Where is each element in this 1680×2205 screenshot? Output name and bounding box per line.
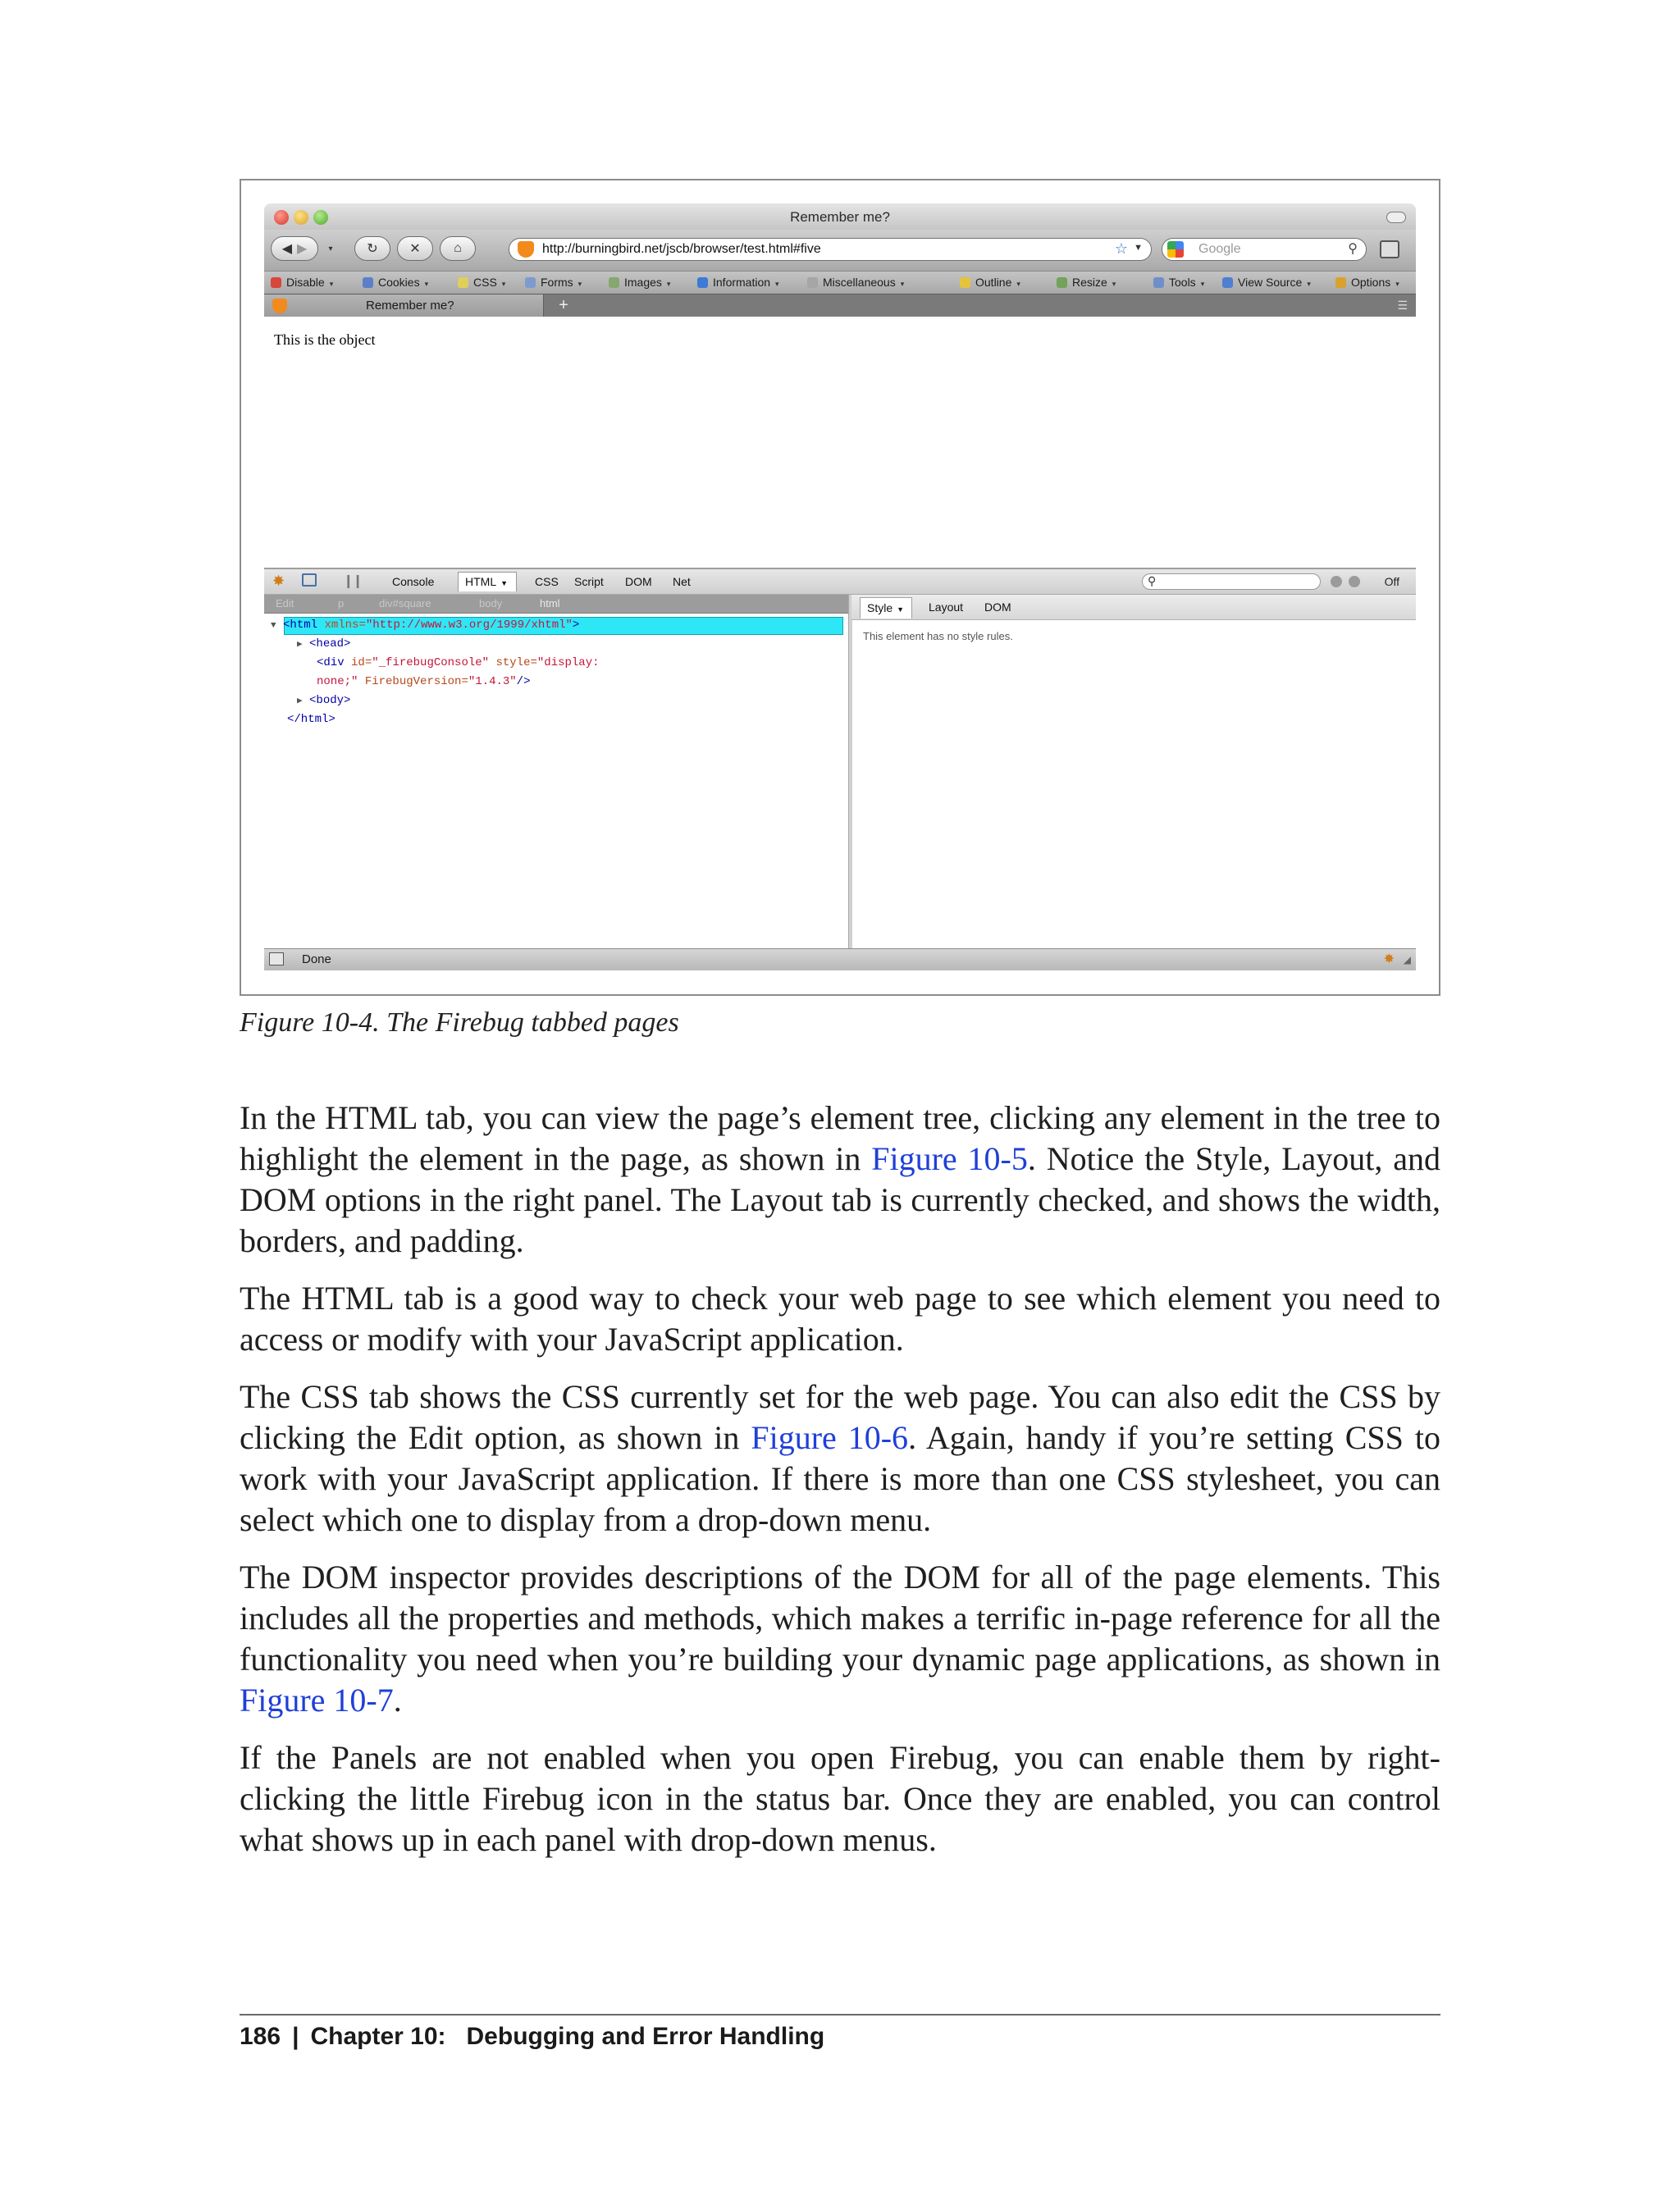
figure-frame [240, 179, 1440, 996]
figure-link-10-6[interactable]: Figure 10-6 [751, 1419, 909, 1456]
navigation-toolbar [264, 230, 1416, 271]
chapter-title: Chapter 10: Debugging and Error Handling [310, 2023, 825, 2050]
devtoolbar-label: Forms [541, 276, 573, 289]
new-tab-button[interactable]: + [559, 296, 568, 314]
side-panel-tabs [851, 595, 1416, 620]
devtoolbar-menu-outline[interactable] [960, 276, 1020, 289]
chevron-down-icon: ▼ [897, 605, 905, 614]
text-run: The DOM inspector provides descriptions of the DOM for all of the page elements. This includes all the properties and methods, which makes a terrific in-page reference for all the functionality you need when you’re building your dynamic page applications, as shown in [240, 1559, 1440, 1678]
text-run: The CSS tab shows the CSS currently set for the web page. You can also edit the CSS by clicking the Edit option, as shown in [240, 1378, 1440, 1456]
disable-icon [271, 277, 281, 288]
page-status-icon [269, 952, 284, 966]
tree-node-html[interactable] [271, 619, 579, 632]
window-title: Remember me? [790, 209, 890, 225]
tag-bracket: /> [516, 675, 531, 688]
attr-value: "_firebugConsole" [372, 656, 490, 669]
tab-remember-me[interactable] [264, 294, 544, 317]
forward-arrow-icon: ▶ [297, 242, 308, 256]
paragraph-1 [240, 1098, 1440, 1262]
chevron-down-icon: ▾ [424, 280, 429, 288]
breadcrumb-p[interactable]: p [338, 597, 345, 609]
tag-name: <html [283, 619, 318, 632]
devtoolbar-menu-disable[interactable] [271, 276, 333, 289]
tree-node-div[interactable] [317, 656, 600, 669]
search-icon[interactable]: ⚲ [1348, 242, 1358, 256]
tab-strip [264, 294, 1416, 317]
firebug-tab-html-label: HTML [465, 575, 497, 588]
attr-name: FirebugVersion= [364, 675, 468, 688]
home-icon: ⌂ [454, 241, 462, 255]
footer-rule [240, 2014, 1440, 2016]
firebug-tab-css[interactable]: CSS [535, 575, 559, 588]
html-tree-panel [264, 614, 848, 950]
resize-icon [1057, 277, 1067, 288]
paragraph-2: The HTML tab is a good way to check your web page to see which element you need to access or modify with your JavaScript application. [240, 1280, 1440, 1358]
home-button[interactable] [440, 236, 476, 261]
attr-name: style= [495, 656, 537, 669]
devtoolbar-menu-css[interactable] [458, 276, 505, 289]
tab-favicon-icon [272, 299, 287, 313]
chevron-down-icon: ▾ [578, 280, 582, 288]
devtoolbar-label: Outline [975, 276, 1012, 289]
devtoolbar-label: Resize [1072, 276, 1107, 289]
tree-node-body[interactable] [297, 694, 350, 707]
paragraph-5: If the Panels are not enabled when you open Firebug, you can enable them by right-clicking the little Firebug icon in the status bar. Once they are enabled, you can control what shows up in each panel with drop-down menus. [240, 1739, 1440, 1858]
page-text: This is the object [274, 331, 376, 348]
chevron-down-icon: ▾ [666, 280, 671, 288]
expand-triangle-icon[interactable]: ▼ [271, 621, 276, 631]
breadcrumb [264, 595, 848, 614]
tag-name: <div [317, 656, 345, 669]
images-icon [609, 277, 619, 288]
devtoolbar-menu-forms[interactable] [525, 276, 582, 289]
tag-bracket: > [572, 619, 580, 632]
devtoolbar-menu-images[interactable] [609, 276, 670, 289]
outline-icon [960, 277, 970, 288]
devtoolbar-label: Tools [1169, 276, 1196, 289]
firebug-status-icon[interactable]: ✸ [1383, 952, 1395, 966]
search-placeholder: Google [1198, 242, 1241, 256]
devtoolbar-label: Miscellaneous [823, 276, 896, 289]
devtoolbar-label: Options [1351, 276, 1391, 289]
forms-icon [525, 277, 536, 288]
view-source-icon [1222, 277, 1233, 288]
reload-button[interactable] [354, 236, 390, 261]
tab-overview-icon[interactable] [1380, 240, 1399, 258]
devtoolbar-label: Information [713, 276, 771, 289]
breadcrumb-edit[interactable]: Edit [276, 597, 294, 609]
attr-name: xmlns= [324, 619, 366, 632]
tag-name: <head> [309, 637, 351, 651]
firebug-tab-html[interactable] [458, 572, 517, 591]
attr-value: "display: [536, 656, 600, 669]
back-forward-button[interactable] [271, 236, 318, 261]
devtoolbar-label: CSS [473, 276, 497, 289]
tools-icon [1153, 277, 1164, 288]
status-bar [264, 948, 1416, 970]
search-box[interactable] [1162, 238, 1367, 261]
url-dropdown-icon[interactable]: ▼ [1134, 243, 1143, 253]
chevron-down-icon: ▼ [500, 579, 509, 587]
attr-value: "1.4.3" [468, 675, 517, 688]
devtoolbar-label: Disable [286, 276, 325, 289]
search-icon: ⚲ [1148, 574, 1157, 587]
chevron-down-icon: ▾ [1200, 280, 1205, 288]
collapsed-triangle-icon[interactable]: ▶ [297, 696, 303, 706]
chevron-down-icon: ▾ [1395, 280, 1399, 288]
tag-name: </html> [287, 713, 336, 726]
figure-link-10-7[interactable]: Figure 10-7 [240, 1682, 394, 1719]
css-icon [458, 277, 468, 288]
toolbar-toggle-icon[interactable] [1386, 212, 1406, 223]
side-tab-dom[interactable]: DOM [984, 600, 1011, 614]
inspect-icon[interactable] [302, 573, 317, 587]
firebug-tab-dom[interactable]: DOM [625, 575, 652, 588]
tree-node-div-cont [317, 675, 530, 688]
minimize-firebug-icon[interactable] [1331, 576, 1342, 587]
side-tab-layout[interactable]: Layout [929, 600, 964, 614]
devtoolbar-menu-miscellaneous[interactable] [807, 276, 904, 289]
chevron-down-icon: ▾ [900, 280, 905, 288]
tree-node-head[interactable] [297, 637, 350, 651]
footer-separator: | [292, 2023, 299, 2050]
text-run: . Notice the Style, Layout, and DOM options in the right panel. The Layout tab is currently checked, and shows the width, borders, and padding. [240, 1140, 1440, 1259]
firebug-toolbar [264, 569, 1416, 595]
chevron-down-icon: ▾ [1307, 280, 1311, 288]
stop-icon: ✕ [409, 242, 421, 256]
devtoolbar-menu-options[interactable] [1335, 276, 1399, 289]
attr-value: none;" [317, 675, 358, 688]
tag-name: <body> [309, 694, 351, 707]
tab-list-icon[interactable]: ☰ [1397, 299, 1408, 312]
firebug-tab-script[interactable]: Script [574, 575, 604, 588]
breadcrumb-body[interactable]: body [479, 597, 503, 609]
miscellaneous-icon [807, 277, 818, 288]
web-developer-toolbar [264, 271, 1416, 294]
text-run: In the HTML tab, you can view the page’s element tree, clicking any element in the tree to highlight the element in the page, as shown in [240, 1099, 1440, 1177]
devtoolbar-menu-information[interactable] [697, 276, 779, 289]
reload-icon: ↻ [367, 242, 378, 256]
back-arrow-icon: ◀ [281, 242, 292, 256]
options-icon [1335, 277, 1346, 288]
tree-node-html-end [287, 713, 336, 726]
breadcrumb-div-square[interactable]: div#square [379, 597, 431, 609]
devtoolbar-menu-tools[interactable] [1153, 276, 1204, 289]
chevron-down-icon: ▾ [329, 280, 334, 288]
chevron-down-icon: ▾ [775, 280, 779, 288]
no-style-message: This element has no style rules. [863, 630, 1013, 642]
breadcrumb-html[interactable]: html [540, 597, 560, 609]
devtoolbar-menu-view-source[interactable] [1222, 276, 1311, 289]
devtoolbar-menu-resize[interactable] [1057, 276, 1116, 289]
side-tab-style-label: Style [867, 601, 893, 614]
figure-caption: Figure 10-4. The Firebug tabbed pages [240, 1007, 679, 1038]
web-page-content [264, 317, 1416, 568]
chevron-down-icon: ▾ [1016, 280, 1020, 288]
attr-value: "http://www.w3.org/1999/xhtml" [365, 619, 573, 632]
chevron-down-icon: ▾ [501, 280, 506, 288]
firebug-panel [264, 568, 1416, 950]
window-titlebar [264, 203, 1416, 230]
devtoolbar-label: View Source [1238, 276, 1303, 289]
chevron-down-icon: ▾ [1112, 280, 1116, 288]
page-number: 186 [240, 2023, 281, 2050]
collapsed-triangle-icon[interactable]: ▶ [297, 640, 303, 650]
text-run: . Again, handy if you’re setting CSS to work with your JavaScript application. If there is more than one CSS stylesheet, you can select which one to display from a drop-down menu. [240, 1419, 1440, 1538]
search-engine-icon[interactable] [1167, 241, 1184, 258]
stop-button[interactable] [397, 236, 433, 261]
close-firebug-icon[interactable] [1349, 576, 1360, 587]
url-bar[interactable] [509, 238, 1152, 261]
history-dropdown-icon[interactable]: ▾ [328, 244, 333, 253]
pause-icon[interactable]: ❙❙ [343, 574, 362, 588]
style-side-panel [851, 620, 1416, 950]
devtoolbar-label: Cookies [378, 276, 420, 289]
firebug-tab-console[interactable]: Console [392, 575, 435, 588]
status-text: Done [302, 952, 331, 966]
figure-link-10-5[interactable]: Figure 10-5 [871, 1140, 1028, 1177]
cookies-icon [363, 277, 373, 288]
firebug-tab-net[interactable]: Net [673, 575, 691, 588]
information-icon [697, 277, 708, 288]
page-footer [240, 2023, 824, 2051]
devtoolbar-label: Images [624, 276, 662, 289]
text-run: . [393, 1682, 402, 1719]
firebug-search-input[interactable] [1142, 573, 1321, 590]
firebug-off-label[interactable]: Off [1384, 575, 1399, 588]
bookmark-star-icon[interactable]: ☆ [1114, 240, 1128, 257]
firebug-bug-icon[interactable]: ✸ [272, 573, 285, 589]
side-tab-style[interactable] [860, 597, 912, 619]
devtoolbar-menu-cookies[interactable] [363, 276, 428, 289]
browser-window-screenshot [264, 203, 1416, 971]
url-text: http://burningbird.net/jscb/browser/test.html#five [542, 242, 821, 256]
attr-name: id= [351, 656, 372, 669]
paragraph-4 [240, 1557, 1440, 1721]
resize-grip-icon[interactable]: ◢ [1403, 954, 1411, 966]
body-text [240, 1098, 1440, 1877]
tab-label: Remember me? [366, 299, 454, 313]
paragraph-3 [240, 1376, 1440, 1541]
site-favicon-icon [518, 241, 534, 258]
